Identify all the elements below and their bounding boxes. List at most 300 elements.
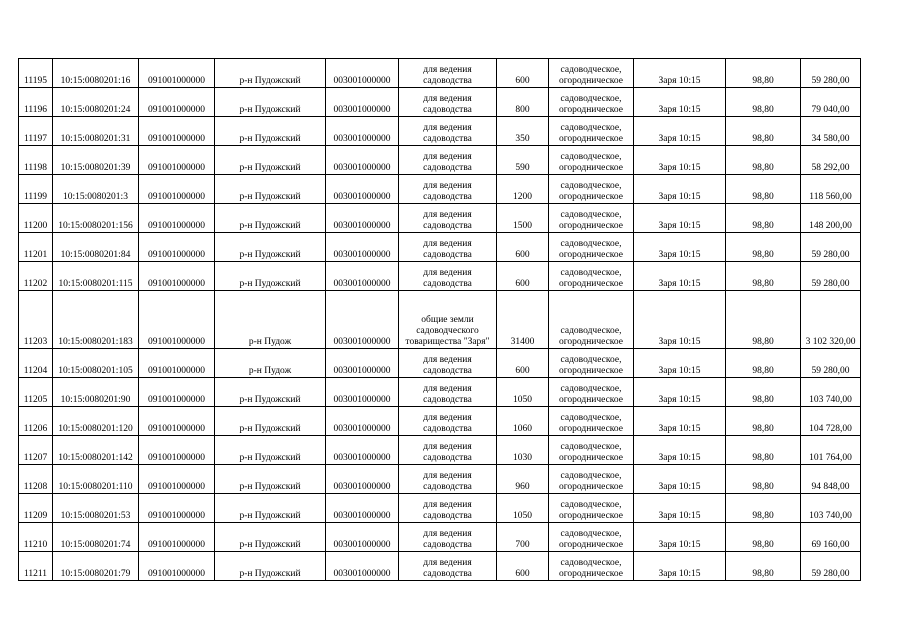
land-purpose-cell [399, 233, 497, 262]
okato-code: 091001000000 [148, 366, 205, 376]
cadastral-value-cell [801, 291, 861, 349]
cadastral-number: 10:15:0080201:74 [60, 540, 131, 550]
land-use-category: садоводческое, огородническое [558, 65, 624, 86]
land-area-cell [497, 523, 549, 552]
oktmo-code-cell [326, 59, 399, 88]
district-name-cell [215, 494, 326, 523]
district-name: р-н Пудожский [239, 192, 301, 202]
cadastral-number-cell [53, 88, 139, 117]
valuation-zone: Заря 10:15 [658, 395, 701, 405]
cadastral-number: 10:15:0080201:16 [60, 76, 131, 86]
cadastral-number-cell [53, 233, 139, 262]
oktmo-code-cell [326, 233, 399, 262]
cadastral-number: 10:15:0080201:110 [58, 482, 133, 492]
unit-price: 98,80 [752, 511, 774, 521]
okato-code-cell [139, 88, 215, 117]
unit-price: 98,80 [752, 134, 774, 144]
table-row [19, 378, 861, 407]
unit-price: 98,80 [752, 569, 774, 579]
cadastral-number-cell [53, 378, 139, 407]
valuation-zone-cell [634, 552, 726, 581]
row-number-cell [19, 465, 53, 494]
oktmo-code: 003001000000 [333, 482, 391, 492]
land-purpose: для ведения садоводства [423, 500, 472, 521]
land-area-cell [497, 436, 549, 465]
unit-price: 98,80 [752, 163, 774, 173]
oktmo-code: 003001000000 [333, 337, 391, 347]
land-purpose-cell [399, 175, 497, 204]
okato-code: 091001000000 [148, 482, 205, 492]
unit-price-cell [726, 88, 801, 117]
district-name: р-н Пудож [248, 337, 292, 347]
cadastral-number-cell [53, 436, 139, 465]
land-purpose-cell [399, 262, 497, 291]
land-use-category-cell [549, 552, 634, 581]
cadastral-value-cell [801, 465, 861, 494]
cadastral-number: 10:15:0080201:183 [58, 337, 133, 347]
land-purpose: для ведения садоводства [423, 442, 472, 463]
land-purpose-cell [399, 494, 497, 523]
land-area-cell [497, 59, 549, 88]
district-name-cell [215, 146, 326, 175]
okato-code: 091001000000 [148, 250, 205, 260]
land-use-category: садоводческое, огородническое [558, 268, 624, 289]
row-number: 11200 [23, 221, 48, 231]
land-use-category-cell [549, 407, 634, 436]
oktmo-code: 003001000000 [333, 540, 391, 550]
cadastral-number-cell [53, 465, 139, 494]
land-area-cell [497, 88, 549, 117]
cadastral-number: 10:15:0080201:3 [63, 192, 128, 202]
unit-price: 98,80 [752, 395, 774, 405]
district-name: р-н Пудожский [239, 482, 301, 492]
land-area: 590 [515, 163, 530, 173]
valuation-zone-cell [634, 523, 726, 552]
okato-code: 091001000000 [148, 163, 205, 173]
okato-code: 091001000000 [148, 76, 205, 86]
land-purpose-cell [399, 407, 497, 436]
unit-price: 98,80 [752, 366, 774, 376]
valuation-zone: Заря 10:15 [658, 453, 701, 463]
valuation-zone: Заря 10:15 [658, 511, 701, 521]
cadastral-number: 10:15:0080201:39 [60, 163, 131, 173]
okato-code-cell [139, 262, 215, 291]
table-row [19, 59, 861, 88]
oktmo-code: 003001000000 [333, 511, 391, 521]
oktmo-code-cell [326, 523, 399, 552]
land-area-cell [497, 233, 549, 262]
land-area: 700 [515, 540, 530, 550]
district-name: р-н Пудожский [239, 163, 301, 173]
cadastral-number: 10:15:0080201:156 [58, 221, 133, 231]
unit-price: 98,80 [752, 250, 774, 260]
row-number-cell [19, 262, 53, 291]
land-purpose: для ведения садоводства [423, 558, 472, 579]
row-number-cell [19, 88, 53, 117]
cadastral-number: 10:15:0080201:31 [60, 134, 131, 144]
row-number: 11208 [23, 482, 48, 492]
land-area: 1050 [513, 395, 532, 405]
cadastral-value: 59 280,00 [811, 250, 850, 260]
land-purpose: для ведения садоводства [423, 239, 472, 260]
land-area: 31400 [510, 337, 535, 347]
cadastral-value-cell [801, 88, 861, 117]
cadastral-value: 34 580,00 [811, 134, 850, 144]
land-area: 350 [515, 134, 530, 144]
land-area: 600 [515, 569, 530, 579]
land-use-category: садоводческое, огородническое [558, 239, 624, 260]
cadastral-value-cell [801, 175, 861, 204]
table-row [19, 436, 861, 465]
land-area: 600 [515, 366, 530, 376]
cadastral-number-cell [53, 494, 139, 523]
oktmo-code-cell [326, 465, 399, 494]
row-number-cell [19, 523, 53, 552]
okato-code: 091001000000 [148, 337, 205, 347]
table-row [19, 262, 861, 291]
oktmo-code-cell [326, 349, 399, 378]
okato-code-cell [139, 494, 215, 523]
land-purpose: для ведения садоводства [423, 94, 472, 115]
land-use-category-cell [549, 233, 634, 262]
okato-code-cell [139, 378, 215, 407]
row-number-cell [19, 436, 53, 465]
okato-code: 091001000000 [148, 453, 205, 463]
row-number-cell [19, 117, 53, 146]
unit-price: 98,80 [752, 540, 774, 550]
row-number: 11203 [23, 337, 48, 347]
unit-price: 98,80 [752, 279, 774, 289]
land-use-category-cell [549, 523, 634, 552]
land-purpose-cell [399, 59, 497, 88]
oktmo-code: 003001000000 [333, 76, 391, 86]
okato-code: 091001000000 [148, 540, 205, 550]
valuation-zone-cell [634, 88, 726, 117]
valuation-zone: Заря 10:15 [658, 482, 701, 492]
unit-price-cell [726, 494, 801, 523]
row-number: 11206 [23, 424, 48, 434]
oktmo-code: 003001000000 [333, 105, 391, 115]
land-purpose: общие земли садоводческого товарищества "Заря" [405, 315, 490, 347]
oktmo-code: 003001000000 [333, 453, 391, 463]
valuation-zone-cell [634, 349, 726, 378]
land-use-category-cell [549, 204, 634, 233]
cadastral-value-cell [801, 349, 861, 378]
land-area: 800 [515, 105, 530, 115]
oktmo-code: 003001000000 [333, 395, 391, 405]
row-number: 11197 [23, 134, 48, 144]
district-name-cell [215, 349, 326, 378]
cadastral-value: 59 280,00 [811, 569, 850, 579]
valuation-zone: Заря 10:15 [658, 250, 701, 260]
cadastral-value: 58 292,00 [811, 163, 850, 173]
district-name-cell [215, 175, 326, 204]
cadastral-number: 10:15:0080201:90 [60, 395, 131, 405]
okato-code: 091001000000 [148, 279, 205, 289]
district-name: р-н Пудожский [239, 76, 301, 86]
row-number: 11195 [23, 76, 48, 86]
okato-code: 091001000000 [148, 105, 205, 115]
cadastral-number: 10:15:0080201:115 [58, 279, 133, 289]
row-number-cell [19, 494, 53, 523]
cadastral-number-cell [53, 146, 139, 175]
cadastral-number: 10:15:0080201:79 [60, 569, 131, 579]
unit-price-cell [726, 117, 801, 146]
land-use-category: садоводческое, огородническое [558, 442, 624, 463]
unit-price-cell [726, 378, 801, 407]
oktmo-code: 003001000000 [333, 221, 391, 231]
row-number: 11202 [23, 279, 48, 289]
land-use-category: садоводческое, огородническое [558, 210, 624, 231]
district-name: р-н Пудожский [239, 221, 301, 231]
land-area: 600 [515, 250, 530, 260]
land-area-cell [497, 407, 549, 436]
oktmo-code-cell [326, 407, 399, 436]
land-use-category: садоводческое, огородническое [558, 471, 624, 492]
land-area: 600 [515, 279, 530, 289]
okato-code: 091001000000 [148, 511, 205, 521]
district-name: р-н Пудожский [239, 395, 301, 405]
valuation-zone-cell [634, 436, 726, 465]
land-use-category-cell [549, 146, 634, 175]
unit-price-cell [726, 59, 801, 88]
unit-price-cell [726, 523, 801, 552]
land-use-category-cell [549, 378, 634, 407]
land-use-category: садоводческое, огородническое [558, 413, 624, 434]
oktmo-code: 003001000000 [333, 366, 391, 376]
okato-code: 091001000000 [148, 395, 205, 405]
oktmo-code: 003001000000 [333, 134, 391, 144]
land-use-category: садоводческое, огородническое [558, 384, 624, 405]
row-number: 11204 [23, 366, 48, 376]
table-row [19, 88, 861, 117]
unit-price: 98,80 [752, 453, 774, 463]
row-number-cell [19, 175, 53, 204]
district-name-cell [215, 436, 326, 465]
district-name: р-н Пудожский [239, 134, 301, 144]
valuation-zone: Заря 10:15 [658, 105, 701, 115]
cadastral-number: 10:15:0080201:105 [58, 366, 133, 376]
unit-price: 98,80 [752, 482, 774, 492]
land-use-category-cell [549, 175, 634, 204]
table-row [19, 117, 861, 146]
cadastral-number-cell [53, 117, 139, 146]
land-purpose-cell [399, 291, 497, 349]
row-number-cell [19, 146, 53, 175]
oktmo-code-cell [326, 262, 399, 291]
land-area-cell [497, 349, 549, 378]
district-name: р-н Пудожский [239, 279, 301, 289]
district-name-cell [215, 117, 326, 146]
land-use-category: садоводческое, огородническое [558, 500, 624, 521]
unit-price-cell [726, 465, 801, 494]
land-purpose-cell [399, 88, 497, 117]
unit-price: 98,80 [752, 221, 774, 231]
cadastral-value: 59 280,00 [811, 366, 850, 376]
valuation-zone: Заря 10:15 [658, 76, 701, 86]
oktmo-code: 003001000000 [333, 279, 391, 289]
oktmo-code-cell [326, 175, 399, 204]
land-use-category: садоводческое, огородническое [558, 152, 624, 173]
oktmo-code-cell [326, 494, 399, 523]
district-name-cell [215, 378, 326, 407]
cadastral-value-cell [801, 146, 861, 175]
land-purpose-cell [399, 204, 497, 233]
cadastral-number: 10:15:0080201:84 [60, 250, 131, 260]
cadastral-value-cell [801, 262, 861, 291]
okato-code-cell [139, 407, 215, 436]
valuation-zone: Заря 10:15 [658, 221, 701, 231]
land-purpose: для ведения садоводства [423, 181, 472, 202]
district-name-cell [215, 88, 326, 117]
land-use-category: садоводческое, огородническое [558, 529, 624, 550]
valuation-zone-cell [634, 291, 726, 349]
okato-code-cell [139, 146, 215, 175]
land-area-cell [497, 262, 549, 291]
land-area-cell [497, 378, 549, 407]
cadastral-value-cell [801, 233, 861, 262]
okato-code: 091001000000 [148, 221, 205, 231]
land-purpose-cell [399, 523, 497, 552]
district-name-cell [215, 465, 326, 494]
cadastral-value: 118 560,00 [809, 192, 852, 202]
cadastral-number-cell [53, 291, 139, 349]
land-use-category-cell [549, 117, 634, 146]
row-number: 11211 [23, 569, 48, 579]
land-purpose: для ведения садоводства [423, 123, 472, 144]
cadastral-number: 10:15:0080201:142 [58, 453, 133, 463]
okato-code-cell [139, 117, 215, 146]
cadastral-number-cell [53, 59, 139, 88]
unit-price: 98,80 [752, 76, 774, 86]
cadastral-value-cell [801, 436, 861, 465]
okato-code: 091001000000 [148, 569, 205, 579]
cadastral-value-cell [801, 59, 861, 88]
cadastral-value: 148 200,00 [809, 221, 852, 231]
row-number-cell [19, 378, 53, 407]
cadastral-value: 103 740,00 [809, 395, 852, 405]
cadastral-number-cell [53, 204, 139, 233]
table-row [19, 146, 861, 175]
unit-price: 98,80 [752, 424, 774, 434]
land-purpose-cell [399, 552, 497, 581]
row-number: 11207 [23, 453, 48, 463]
table-row [19, 291, 861, 349]
district-name-cell [215, 262, 326, 291]
cadastral-value-cell [801, 494, 861, 523]
cadastral-value: 59 280,00 [811, 76, 850, 86]
row-number-cell [19, 349, 53, 378]
land-area-cell [497, 204, 549, 233]
oktmo-code-cell [326, 291, 399, 349]
cadastral-number-cell [53, 552, 139, 581]
district-name: р-н Пудожский [239, 569, 301, 579]
row-number: 11199 [23, 192, 48, 202]
row-number: 11201 [23, 250, 48, 260]
valuation-zone-cell [634, 233, 726, 262]
land-use-category-cell [549, 465, 634, 494]
land-purpose: для ведения садоводства [423, 529, 472, 550]
land-purpose: для ведения садоводства [423, 355, 472, 376]
okato-code-cell [139, 436, 215, 465]
okato-code-cell [139, 523, 215, 552]
valuation-zone-cell [634, 465, 726, 494]
valuation-zone: Заря 10:15 [658, 279, 701, 289]
land-purpose: для ведения садоводства [423, 268, 472, 289]
valuation-zone-cell [634, 262, 726, 291]
table-row [19, 552, 861, 581]
land-register-table [18, 58, 861, 581]
land-purpose: для ведения садоводства [423, 471, 472, 492]
district-name: р-н Пудожский [239, 511, 301, 521]
land-area: 960 [515, 482, 530, 492]
land-area-cell [497, 146, 549, 175]
land-use-category-cell [549, 59, 634, 88]
land-area-cell [497, 117, 549, 146]
row-number-cell [19, 204, 53, 233]
okato-code: 091001000000 [148, 134, 205, 144]
cadastral-value-cell [801, 523, 861, 552]
district-name-cell [215, 523, 326, 552]
oktmo-code-cell [326, 204, 399, 233]
row-number: 11205 [23, 395, 48, 405]
land-use-category-cell [549, 262, 634, 291]
okato-code: 091001000000 [148, 192, 205, 202]
land-area-cell [497, 552, 549, 581]
oktmo-code-cell [326, 146, 399, 175]
district-name: р-н Пудожский [239, 105, 301, 115]
oktmo-code-cell [326, 436, 399, 465]
table-row [19, 349, 861, 378]
valuation-zone-cell [634, 146, 726, 175]
cadastral-value-cell [801, 204, 861, 233]
land-area: 1060 [513, 424, 532, 434]
row-number-cell [19, 407, 53, 436]
unit-price-cell [726, 175, 801, 204]
land-purpose-cell [399, 349, 497, 378]
land-area-cell [497, 494, 549, 523]
land-use-category: садоводческое, огородническое [558, 355, 624, 376]
land-use-category: садоводческое, огородническое [558, 558, 624, 579]
oktmo-code: 003001000000 [333, 250, 391, 260]
valuation-zone: Заря 10:15 [658, 163, 701, 173]
valuation-zone-cell [634, 407, 726, 436]
district-name-cell [215, 59, 326, 88]
land-area: 1050 [513, 511, 532, 521]
land-purpose: для ведения садоводства [423, 65, 472, 86]
district-name-cell [215, 204, 326, 233]
cadastral-number-cell [53, 349, 139, 378]
land-use-category-cell [549, 494, 634, 523]
land-use-category: садоводческое, огородническое [558, 123, 624, 144]
row-number-cell [19, 291, 53, 349]
row-number-cell [19, 552, 53, 581]
land-area: 600 [515, 76, 530, 86]
cadastral-value: 94 848,00 [811, 482, 850, 492]
district-name: р-н Пудожский [239, 540, 301, 550]
valuation-zone-cell [634, 378, 726, 407]
okato-code-cell [139, 175, 215, 204]
unit-price-cell [726, 552, 801, 581]
cadastral-value: 101 764,00 [809, 453, 852, 463]
oktmo-code: 003001000000 [333, 192, 391, 202]
row-number: 11209 [23, 511, 48, 521]
okato-code-cell [139, 59, 215, 88]
unit-price-cell [726, 146, 801, 175]
land-purpose: для ведения садоводства [423, 413, 472, 434]
cadastral-number: 10:15:0080201:120 [58, 424, 133, 434]
oktmo-code: 003001000000 [333, 424, 391, 434]
